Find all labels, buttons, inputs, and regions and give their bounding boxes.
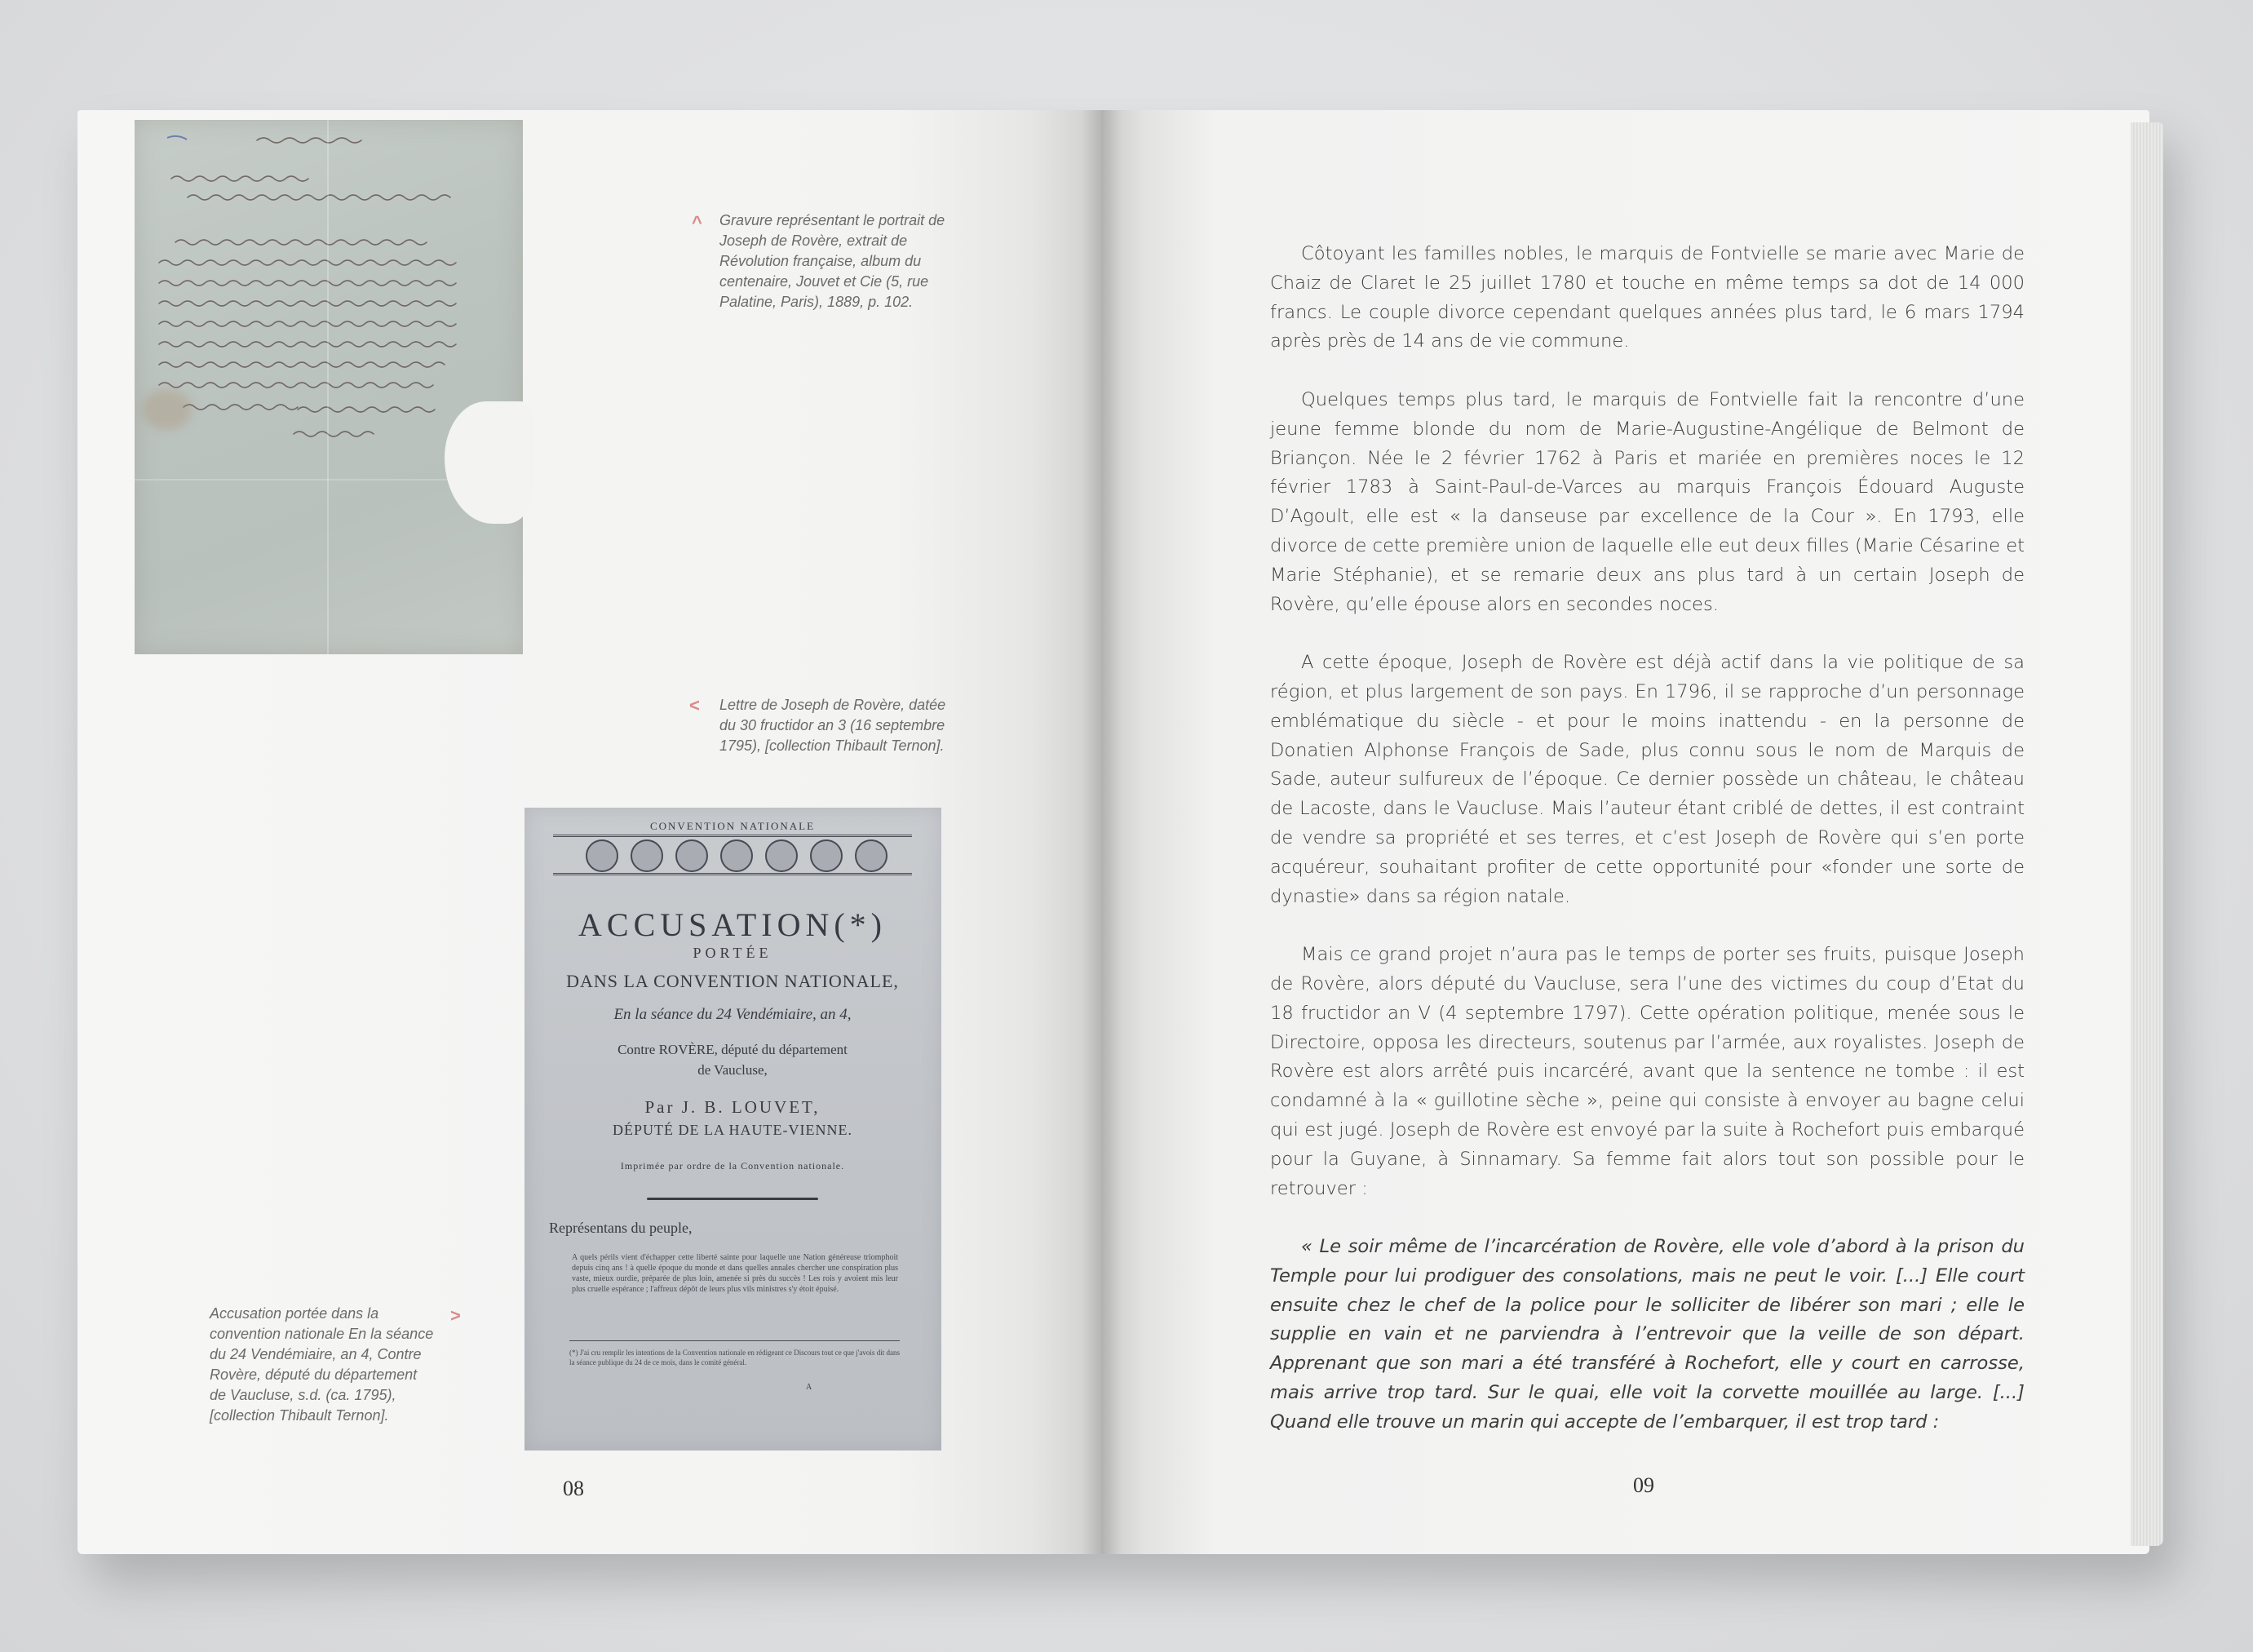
pamphlet-portee: PORTÉE [693,945,772,961]
caption-portrait: Gravure représentant le portrait de Joseph de Rovère, extrait de Révolution française, album du centenaire, Jouvet et Cie (5, rue Palatine, Paris), 1889, p. 102. [719,212,945,310]
accusation-pamphlet-photo [525,808,941,1450]
caption-letter: Lettre de Joseph de Rovère, datée du 30 fructidor an 3 (16 septembre 1795), [collection Thibault Ternon]. [719,697,946,754]
pamphlet-seance: En la séance du 24 Vendémiaire, an 4, [613,1006,852,1023]
pamphlet-title: ACCUSATION(*) [578,906,887,943]
handwriting [135,120,523,654]
letter-photo [135,120,523,654]
book-gutter [1081,110,1122,1554]
paragraph: Côtoyant les familles nobles, le marquis de Fontvielle se marie avec Marie de Chaiz de Claret le 25 juillet 1780 et touche en même temps sa dot de 14 000 francs. Le couple divorce cependant quelques années plus tard, le 6 mars 1794 après près de 14 ans de vie commune. [1270,243,2025,352]
medallion-icon [810,839,843,872]
pamphlet-footnote-rule [569,1340,900,1341]
medallion-icon [720,839,753,872]
caption-mark-left: < [689,695,700,715]
letter-stain [143,389,192,430]
pamphlet-footnote: (*) J'ai cru remplir les intentions de la Convention nationale en rédigeant ce Discours tout ce que j'avois dit dans la séance publique du 24 de ce mois, dans le comité général. [569,1349,900,1366]
paragraph: Quelques temps plus tard, le marquis de Fontvielle fait la rencontre d’une jeune femme blonde du nom de Marie-Augustine-Angélique de Belmont de Briançon. Née le 2 février 1762 à Paris et mariée en premières noces le 12 février 1783 à Saint-Paul-de-Varces au marquis François Édouard Auguste D’Agoult, elle est « la danseuse par excellence de la Cour ». En 1793, elle divorce de cette première union de laquelle elle eut deux filles (Marie Césarine et Marie Stéphanie), et se remarie deux ans plus tard à un certain Joseph de Rovère, qu’elle épouse alors en secondes noces. [1270,388,2025,615]
caption-mark-right: > [450,1305,461,1326]
caption-accusation: Accusation portée dans la convention nationale En la séance du 24 Vendémiaire, an 4, Contre Rovère, député du département de Vaucluse, s.d. (ca. 1795), [collection Thibault Ternon]. [210,1305,434,1424]
pamphlet-dans: DANS LA CONVENTION NATIONALE, [566,971,899,991]
pamphlet-author-title: DÉPUTÉ DE LA HAUTE-VIENNE. [613,1122,852,1138]
pamphlet-signature-mark: A [806,1383,812,1392]
paragraph: Mais ce grand projet n’aura pas le temps de porter ses fruits, puisque Joseph de Rovère, alors député du Vaucluse, sera l’une des victimes du coup d’Etat du 18 fructidor an V (4 septembre 1797). Cette opération politique, menée sous le Directoire, opposa les directeurs, soutenus par l’armée, aux royalistes. Joseph de Rovère est alors arrêté puis incarcéré, avant que la sentence ne tombe : il est condamné à la « guillotine sèche », peine qui consiste à envoyer au bagne celui qui est jugé. Joseph de Rovère est envoyé par la suite à Rochefort puis embarqué pour la Guyane, à Sinnamary. Sa femme fait alors tout son possible pour le retrouver : [1270,944,2025,1199]
pamphlet-body: A quels périls vient d'échapper cette liberté sainte pour laquelle une Nation généreuse triomphoit depuis cinq ans ! à quelle époque du monde et dans quelles annales chercher une conspiration plus vaste, mieux ourdie, préparée de plus loin, amenée si près du succès ! Les rois y avoient mis leur plus cruelle espérance ; l'affreux dépôt de leurs plus vils ministres s'y étoit épuisé. [572,1253,898,1294]
paragraph: A cette époque, Joseph de Rovère est déjà actif dans la vie politique de sa région, et plus largement de son pays. En 1796, il se rapproche d’un personnage emblématique du siècle - et pour le moins inattendu - en la personne de Donatien Alphonse François de Sade, plus connu sous le nom de Marquis de Sade, auteur sulfureux de l’époque. Ce dernier possède un château, le château de Lacoste, dans le Vaucluse. Mais l’auteur étant criblé de dettes, il est contraint de vendre sa propriété et ses terres, et c’est Joseph de Rovère qui s’en porte acquéreur, souhaitant profiter de cette opportunité pour «fonder une sorte de dynastie» dans sa région natale. [1270,652,2025,907]
pamphlet-contre: Contre ROVÈRE, député du département [617,1042,848,1057]
pamphlet-rule [647,1198,818,1200]
medallion-icon [675,839,708,872]
letter-fold [327,120,329,654]
pamphlet-depute: de Vaucluse, [697,1062,768,1078]
medallion-icon [631,839,663,872]
pamphlet-author: Par J. B. LOUVET, [644,1097,821,1117]
page-edges [2131,122,2163,1546]
medallion-icon [586,839,618,872]
pamphlet-imprint: Imprimée par ordre de la Convention nationale. [620,1160,845,1171]
medallion-icon [765,839,798,872]
caption-mark-up: ^ [692,212,702,233]
quote-paragraph: « Le soir même de l’incarcération de Rovère, elle vole d’abord à la prison du Temple pour lui prodiguer des consolations, mais ne peut le voir. [...] Elle court ensuite chez le chef de la police pour le solliciter de libérer son mari ; elle le supplie en vain et ne parviendra à l’entrevoir que la veille de son départ. Apprenant que son mari a été transféré à Rochefort, elle y court en carrosse, mais arrive trop tard. Sur le quai, elle voit la corvette mouillée au large. [...] Quand elle trouve un marin qui accepte de l’embarquer, il est trop tard : [1270,1236,2025,1433]
page-number-left: 08 [563,1477,584,1500]
medallion-icon [855,839,887,872]
pamphlet-salutation: Représentans du peuple, [549,1220,693,1236]
pamphlet-band-title: CONVENTION NATIONALE [649,820,816,832]
body-text [1270,240,2025,1466]
page-number-right: 09 [1633,1473,1654,1497]
pamphlet-header [553,820,912,877]
